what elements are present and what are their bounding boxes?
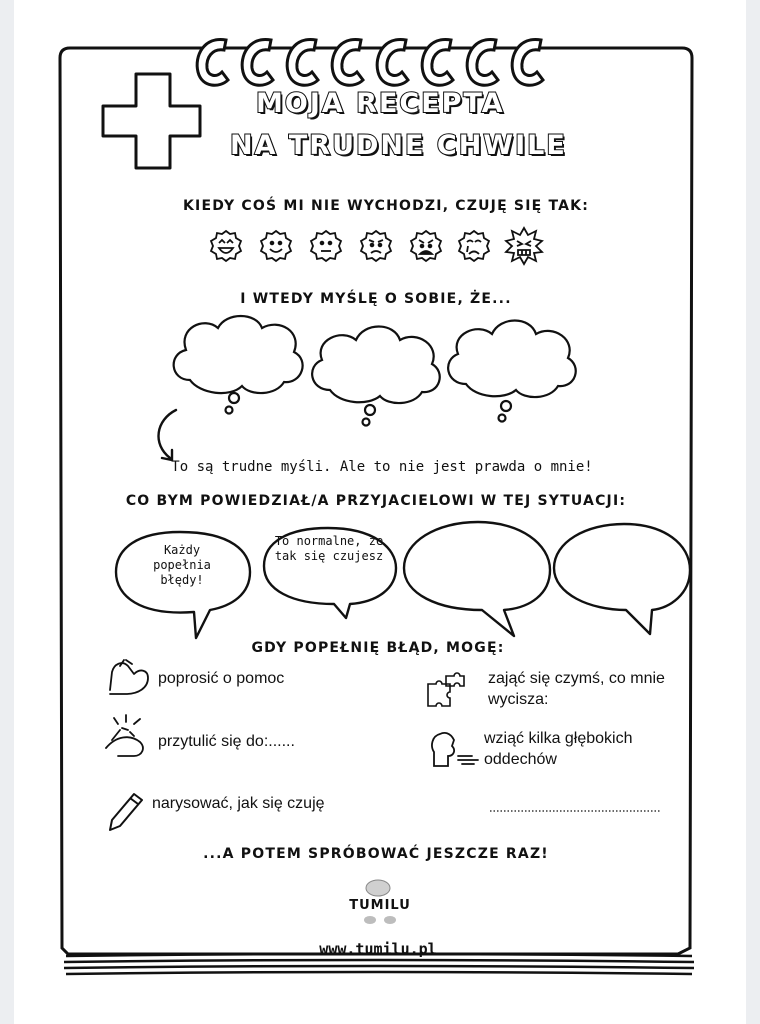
brand-name: TUMILU [349,898,411,913]
bubble-2-text: To normalne, że tak się czujesz [274,534,384,563]
bubble-1-text: Każdy popełnia błędy! [153,543,211,587]
option-hug: przytulić się do:...... [158,733,295,750]
title-line-2: NA TRUDNE CHWILE [230,130,567,161]
mistake-heading: GDY POPEŁNIĘ BŁĄD, MOGĘ: [251,640,505,656]
option-deep-breaths: wziąć kilka głębokich oddechów [484,730,633,768]
option-calming-activity: zająć się czymś, co mnie wycisza: [488,670,665,708]
thoughts-heading: I WTEDY MYŚLĘ O SOBIE, ŻE... [240,291,512,307]
brand-url[interactable]: www.tumilu.pl [319,940,437,958]
difficult-thoughts-note: To są trudne myśli. Ale to nie jest prawda o mnie! [171,459,593,475]
option-ask-for-help: poprosić o pomoc [158,670,285,687]
closing-line: ...A POTEM SPRÓBOWAĆ JESZCZE RAZ! [203,846,549,862]
feelings-heading: KIEDY COŚ MI NIE WYCHODZI, CZUJĘ SIĘ TAK: [182,198,590,214]
option-draw-feelings: narysować, jak się czuję [152,795,325,812]
title-line-1: MOJA RECEPTA [256,88,505,119]
friend-heading: CO BYM POWIEDZIAŁ/A PRZYJACIELOWI W TEJ SYTUACJI: [125,493,627,509]
